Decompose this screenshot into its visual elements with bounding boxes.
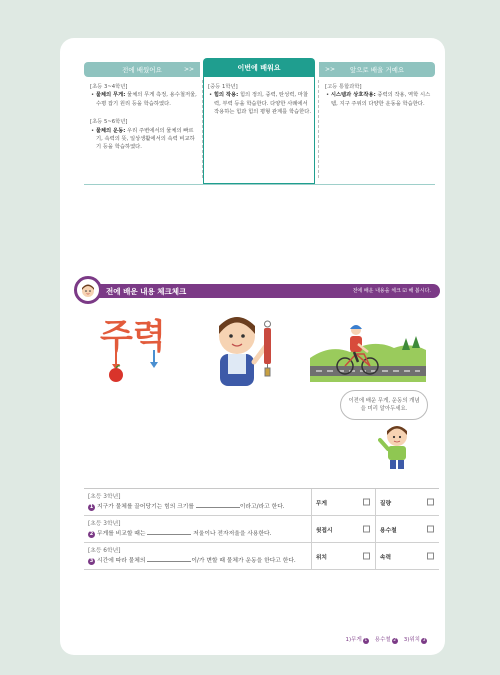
word-art-text: 주력 — [100, 317, 166, 357]
option-cell[interactable] — [311, 543, 375, 570]
option-cell[interactable] — [375, 516, 439, 543]
topic-text: 힘의 정의, 중력, 탄성력, 마찰력, 부력 등을 학습한다. 다양한 사례에서 작용하는 힘과 힘의 평형 관계를 학습한다. — [214, 92, 312, 116]
question-text-before: 시간에 따라 물체의 — [97, 557, 146, 564]
checkbox[interactable] — [427, 526, 434, 533]
checklist-table — [84, 488, 439, 570]
answer-text: 3)위치 — [403, 637, 420, 643]
force-word-art — [98, 308, 178, 387]
cyclist-scene — [310, 308, 426, 386]
level-tag: [중등 1학년] — [208, 84, 238, 90]
tab-current-label: 이번에 배워요 — [237, 63, 281, 72]
option-label: 무게 — [315, 500, 328, 507]
divider — [318, 80, 319, 178]
level-block — [208, 83, 312, 117]
question-text-before: 지구가 물체를 끌어당기는 힘의 크기를 — [97, 503, 194, 510]
topic-text: 물체의 무게 측정, 용수철저울, 수평 잡기 원리 등을 학습하였다. — [96, 92, 197, 107]
answer-blank — [196, 502, 240, 508]
answer-key — [345, 635, 427, 644]
checkbox[interactable] — [363, 526, 370, 533]
answer-number: 1 — [364, 638, 368, 643]
level-tag: [고등 통합과학] — [325, 84, 362, 90]
tab-next-label: 앞으로 배울 거예요 — [349, 66, 405, 74]
answer-blank — [147, 529, 191, 535]
answer-number: 2 — [393, 638, 397, 643]
level-block — [90, 83, 198, 108]
option-cell[interactable] — [375, 543, 439, 570]
option-label: 윗접시 — [315, 527, 333, 534]
question-cell — [84, 516, 311, 543]
tab-previous — [84, 62, 200, 77]
answer-blank — [147, 556, 191, 562]
topic-term: 시스템과 상호작용: — [330, 92, 376, 99]
question-text-before: 무게를 비교할 때는 — [97, 530, 146, 537]
option-cell[interactable] — [375, 489, 439, 516]
table-row — [84, 516, 439, 543]
topic-term: 힘의 작용: — [213, 92, 239, 99]
checkbox[interactable] — [427, 499, 434, 506]
option-label: 질량 — [379, 500, 392, 507]
table-row — [84, 543, 439, 570]
option-cell[interactable] — [311, 516, 375, 543]
section-badge — [74, 276, 102, 304]
option-label: 용수철 — [379, 527, 397, 534]
tab-previous-label: 전에 배웠어요 — [122, 66, 162, 74]
page — [60, 38, 445, 655]
checkbox[interactable] — [363, 499, 370, 506]
tab-next — [319, 62, 435, 77]
answer-item — [345, 635, 368, 644]
question-level: [초등 6학년] — [88, 548, 121, 554]
question-cell — [84, 543, 311, 570]
answer-item — [404, 635, 427, 644]
answer-number: 3 — [422, 638, 426, 643]
level-block — [90, 118, 198, 152]
topic-text: 중력의 작용, 역학 시스템, 지구 주위의 다양한 운동을 학습한다. — [331, 92, 431, 107]
question-level: [초등 3학년] — [88, 521, 121, 527]
topic-item: • 물체의 운동: 우리 주변에서의 물체의 빠르기, 속력의 뜻, 일상생활에서의 속력 비교하기 등을 학습하였다. — [91, 127, 195, 151]
question-cell — [84, 489, 311, 516]
question-number: 2 — [89, 530, 94, 537]
topic-term: 물체의 무게: — [95, 92, 126, 99]
speech-bubble: 이전에 배운 무게, 운동의 개념을 미리 알아두세요. — [340, 390, 428, 420]
section-title: 전에 배운 내용 체크체크 — [106, 287, 187, 296]
topic-text: 우리 주변에서의 물체의 빠르기, 속력의 뜻, 일상생활에서의 속력 비교하기 등을 학습하였다. — [96, 127, 195, 151]
question-text-after: 저울이나 전자저울을 사용한다. — [193, 530, 272, 537]
topic-item: • 힘의 작용: 힘의 정의, 중력, 탄성력, 마찰력, 부력 등을 학습한다. 다양한 사례에서 작용하는 힘과 힘의 평형 관계를 학습한다. — [209, 92, 312, 116]
answer-text: 용수철 — [374, 637, 391, 643]
checkbox[interactable] — [363, 553, 370, 560]
question-number: 1 — [89, 503, 94, 510]
column-current — [208, 83, 312, 117]
option-label: 위치 — [315, 554, 328, 561]
level-tag: [초등 5~6학년] — [90, 119, 128, 126]
question-text-after: 이라고/라고 한다. — [239, 503, 285, 510]
boy-pointing — [378, 422, 418, 474]
tab-current — [203, 58, 315, 77]
student-face-icon — [79, 281, 97, 299]
chevron-double-right-icon: >> — [183, 66, 194, 73]
question-number: 3 — [89, 557, 94, 564]
boy-with-spring-scale — [208, 306, 278, 390]
topic-item: • 물체의 무게: 물체의 무게 측정, 용수철저울, 수평 잡기 원리 등을 학습하였다. — [91, 92, 197, 107]
divider — [202, 80, 203, 178]
question-level: [초등 3학년] — [88, 494, 121, 500]
column-previous — [90, 83, 198, 152]
topic-term: 물체의 운동: — [95, 127, 126, 134]
question-text-after: 이/가 변할 때 물체가 운동을 한다고 한다. — [191, 557, 296, 564]
chevron-double-right-icon: >> — [325, 66, 336, 73]
topic-item: • 시스템과 상호작용: 중력의 작용, 역학 시스템, 지구 주위의 다양한 운동을 학습한다. — [326, 92, 431, 107]
level-block — [325, 83, 431, 108]
option-label: 속력 — [379, 554, 392, 561]
answer-text: 1)무게 — [345, 637, 362, 643]
column-next — [325, 83, 431, 108]
level-tag: [초등 3~4학년] — [90, 84, 128, 90]
divider — [84, 184, 435, 185]
table-row — [84, 489, 439, 516]
section-instruction: 전에 배운 내용을 체크 ☑ 해 봅시다. — [352, 288, 431, 294]
option-cell[interactable] — [311, 489, 375, 516]
answer-item — [375, 635, 398, 644]
checkbox[interactable] — [427, 553, 434, 560]
